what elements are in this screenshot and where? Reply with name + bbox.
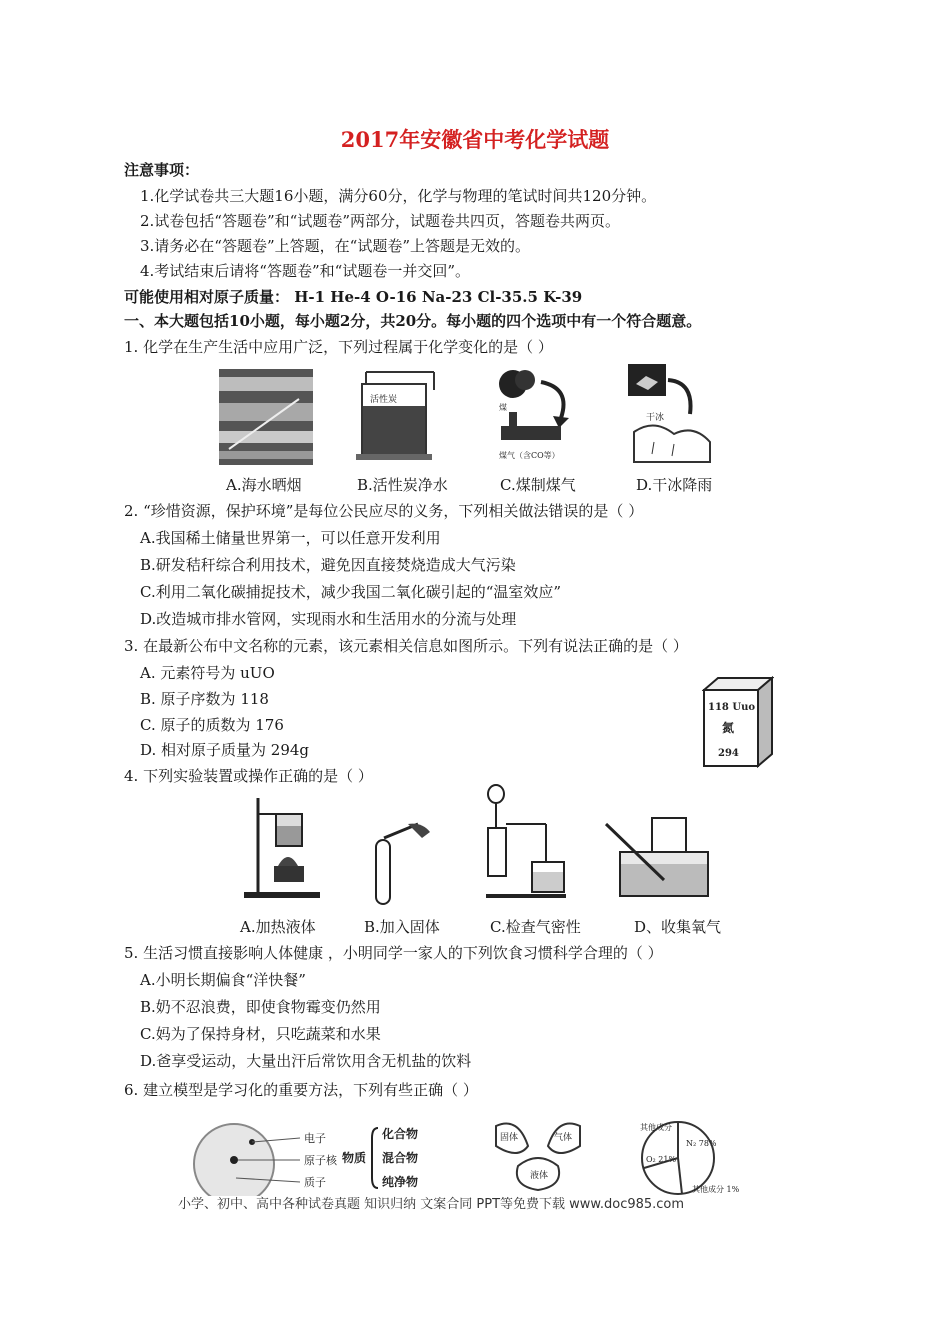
adding-solid-image	[368, 822, 434, 908]
other-components-label: 其他成分	[640, 1123, 672, 1132]
mixture-label: 混合物	[382, 1151, 419, 1165]
oxygen-label: O₂ 21%	[646, 1155, 677, 1164]
q1-caption-b: B.活性炭净水	[357, 476, 448, 494]
notice-item-2: 2.试卷包括“答题卷”和“试题卷”两部分，试题卷共四页，答题卷共两页。	[140, 212, 620, 230]
element-number-symbol: 118 Uuo	[708, 702, 756, 713]
air-composition-image	[636, 1116, 776, 1196]
q5-option-b: B.奶不忍浪费，即使食物霉变仍然用	[140, 998, 381, 1016]
compound-label: 化合物	[382, 1127, 419, 1141]
q4-caption-b: B.加入固体	[364, 918, 440, 936]
carbon-label: 活性炭	[370, 395, 398, 405]
q4-caption-c: C.检查气密性	[490, 918, 581, 936]
q2-option-b: B.研发秸秆综合利用技术，避免因直接焚烧造成大气污染	[140, 556, 516, 574]
question-1-stem: 1. 化学在生产生活中应用广泛，下列过程属于化学变化的是（ ）	[124, 338, 553, 356]
notice-item-4: 4.考试结束后请将“答题卷”和“试题卷一并交回”。	[140, 262, 470, 280]
element-card-image	[702, 676, 774, 768]
nitrogen-label: N₂ 78%	[686, 1139, 717, 1148]
gas-label: 煤气（含CO等）	[499, 451, 560, 460]
notice-heading: 注意事项：	[124, 161, 200, 179]
q5-option-a: A.小明长期偏食“洋快餐”	[140, 971, 306, 989]
heating-liquid-image	[240, 794, 324, 904]
footer-text: 小学、初中、高中各种试卷真题 知识归纳 文案合同 PPT等免费下载 www.doc985.com	[178, 1197, 685, 1212]
q1-caption-d: D.干冰降雨	[636, 476, 713, 494]
question-4-stem: 4. 下列实验装置或操作正确的是（ ）	[124, 767, 373, 785]
electron-label: 电子	[304, 1132, 326, 1145]
q2-option-c: C.利用二氧化碳捕捉技术，减少我国二氧化碳引起的“温室效应”	[140, 583, 562, 601]
atom-model-image	[190, 1120, 340, 1196]
q4-caption-d: D、收集氧气	[634, 918, 722, 936]
activated-carbon-image	[354, 370, 438, 462]
atomic-mass-line: 可能使用相对原子质量： H-1 He-4 O-16 Na-23 Cl-35.5 K-39	[124, 288, 583, 306]
q3-option-a: A. 元素符号为 uUO	[140, 664, 275, 682]
coal-gas-image	[491, 368, 585, 464]
notice-item-3: 3.请务必在“答题卷”上答题，在“试题卷”上答题是无效的。	[140, 237, 530, 255]
element-name: 氮	[722, 721, 735, 735]
sea-salt-image	[219, 369, 313, 465]
question-3-stem: 3. 在最新公布中文名称的元素，该元素相关信息如图所示。下列有说法正确的是（ ）	[124, 637, 688, 655]
dry-ice-label: 干冰	[646, 413, 665, 423]
substance-classification-image	[342, 1118, 442, 1194]
q4-caption-a: A.加热液体	[240, 918, 316, 936]
question-5-stem: 5. 生活习惯直接影响人体健康 ，小明同学一家人的下列饮食习惯科学合理的（ ）	[124, 944, 663, 962]
q3-option-b: B. 原子序数为 118	[140, 690, 269, 708]
proton-label: 质子	[304, 1176, 326, 1189]
element-mass: 294	[718, 748, 739, 759]
substance-label: 物质	[342, 1151, 367, 1165]
q3-option-c: C. 原子的质数为 176	[140, 716, 284, 734]
q5-option-d: D.爸享受运动，大量出汗后常饮用含无机盐的饮料	[140, 1052, 472, 1070]
states-of-matter-image	[488, 1116, 588, 1196]
other-percent-label: 其他成分 1%	[692, 1185, 740, 1194]
coal-label: 煤	[499, 403, 507, 412]
q1-caption-a: A.海水晒烟	[226, 476, 302, 494]
oxygen-collection-image	[602, 816, 712, 902]
q3-option-d: D. 相对原子质量为 294g	[140, 741, 310, 759]
dry-ice-image	[624, 362, 718, 466]
solid-label: 固体	[500, 1133, 519, 1143]
q2-option-a: A.我国稀土储量世界第一，可以任意开发利用	[140, 529, 441, 547]
section-one-heading: 一、本大题包括10小题，每小题2分，共20分。每小题的四个选项中有一个符合题意。	[124, 312, 702, 330]
question-2-stem: 2. “珍惜资源，保护环境”是每位公民应尽的义务，下列相关做法错误的是（ ）	[124, 502, 644, 520]
liquid-label: 液体	[530, 1171, 549, 1181]
q5-option-c: C.妈为了保持身材，只吃蔬菜和水果	[140, 1025, 381, 1043]
question-6-stem: 6. 建立模型是学习化的重要方法，下列有些正确（ ）	[124, 1081, 478, 1099]
nucleus-label: 原子核	[304, 1154, 337, 1167]
notice-item-1: 1.化学试卷共三大题16小题，满分60分，化学与物理的笔试时间共120分钟。	[140, 187, 657, 205]
q2-option-d: D.改造城市排水管网，实现雨水和生活用水的分流与处理	[140, 610, 517, 628]
pure-label: 纯净物	[382, 1175, 419, 1189]
q1-caption-c: C.煤制煤气	[500, 476, 576, 494]
gas-label-2: 气体	[554, 1133, 573, 1143]
airtightness-check-image	[484, 784, 566, 902]
page-title: 2017年安徽省中考化学试题	[340, 127, 610, 152]
